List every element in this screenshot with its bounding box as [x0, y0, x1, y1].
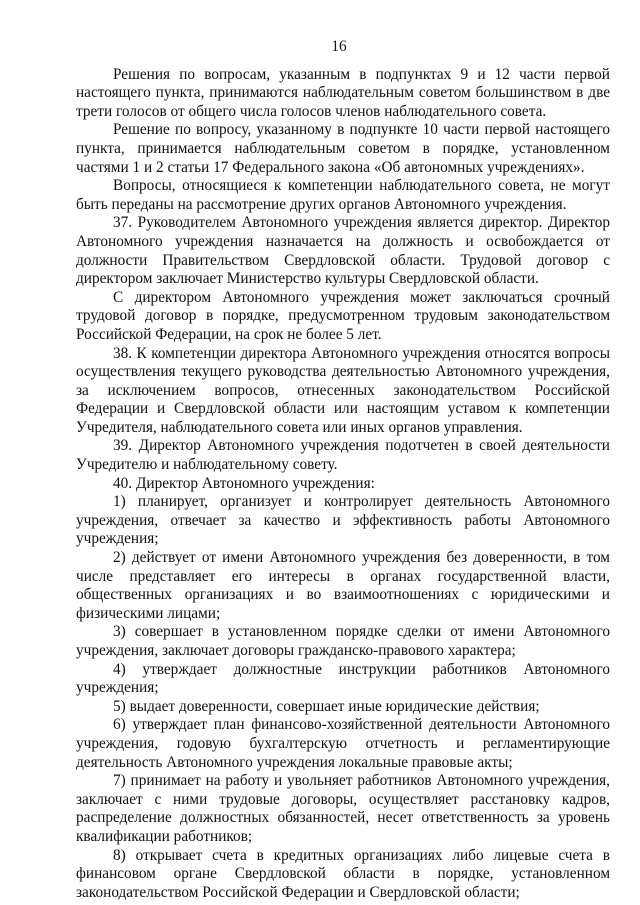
list-item: 3) совершает в установленном порядке сделки от имени Автономного учреждения, заключает договоры гражданско-правового характера; — [76, 623, 610, 659]
paragraph: 40. Директор Автономного учреждения: — [113, 474, 375, 492]
paragraph: Вопросы, относящиеся к компетенции наблюдательного совета, не могут быть переданы на рассмотрение других органов Автономного учреждения. — [76, 177, 610, 213]
list-item: 8) открывает счета в кредитных организациях либо лицевые счета в финансовом органе Свердловской области в порядке, установленном законодательством Российской Федерации и Свердловской области; — [76, 846, 610, 901]
document-body — [76, 66, 610, 903]
list-item: 2) действует от имени Автономного учреждения без доверенности, в том числе представляет его интересы в органах государственной власти, общественных организациях и во взаимоотношениях с юридическими и физическими лицами; — [76, 549, 610, 622]
list-item: 7) принимает на работу и увольняет работников Автономного учреждения, заключает с ними трудовые договоры, осуществляет расстановку кадров, распределение должностных обязанностей, несет ответственность за уровень квалификации работников; — [76, 772, 610, 845]
list-item: 6) утверждает план финансово-хозяйственной деятельности Автономного учреждения, годовую бухгалтерскую отчетность и регламентирующие деятельность Автономного учреждения локальные правовые акты; — [76, 716, 610, 771]
paragraph: 37. Руководителем Автономного учреждения является директор. Директор Автономного учреждения назначается на должность и освобождается от должности Правительством Свердловской области. Трудовой договор с директором заключает Министерство культуры Свердловской области. — [76, 214, 610, 288]
paragraph: 38. К компетенции директора Автономного учреждения относятся вопросы осуществления текущего руководства деятельностью Автономного учреждения, за исключением вопросов, отнесенных законодательством Российской Федерации и Свердловской области или настоящим уставом к компетенции Учредителя, наблюдательного совета или иных органов управления. — [76, 344, 610, 436]
paragraph: Решение по вопросу, указанному в подпункте 10 части первой настоящего пункта, принимается наблюдательным советом в порядке, установленном частями 1 и 2 статьи 17 Федерального закона «Об автономных учреждениях». — [76, 121, 610, 176]
list-item: 4) утверждает должностные инструкции работников Автономного учреждения; — [76, 660, 610, 697]
list-item: 5) выдает доверенности, совершает иные юридические действия; — [113, 697, 540, 715]
paragraph: 39. Директор Автономного учреждения подотчетен в своей деятельности Учредителю и наблюдательному совету. — [76, 437, 610, 474]
list-item: 1) планирует, организует и контролирует деятельность Автономного учреждения, отвечает за качество и эффективность работы Автономного учреждения; — [76, 493, 610, 548]
paragraph: С директором Автономного учреждения может заключаться срочный трудовой договор в порядке, предусмотренном трудовым законодательством Российской Федерации, на срок не более 5 лет. — [76, 288, 610, 343]
page-number: 16 — [331, 38, 347, 55]
paragraph: Решения по вопросам, указанным в подпунктах 9 и 12 части первой настоящего пункта, принимаются наблюдательным советом большинством в две трети голосов от общего числа голосов членов наблюдательного совета. — [76, 65, 610, 120]
